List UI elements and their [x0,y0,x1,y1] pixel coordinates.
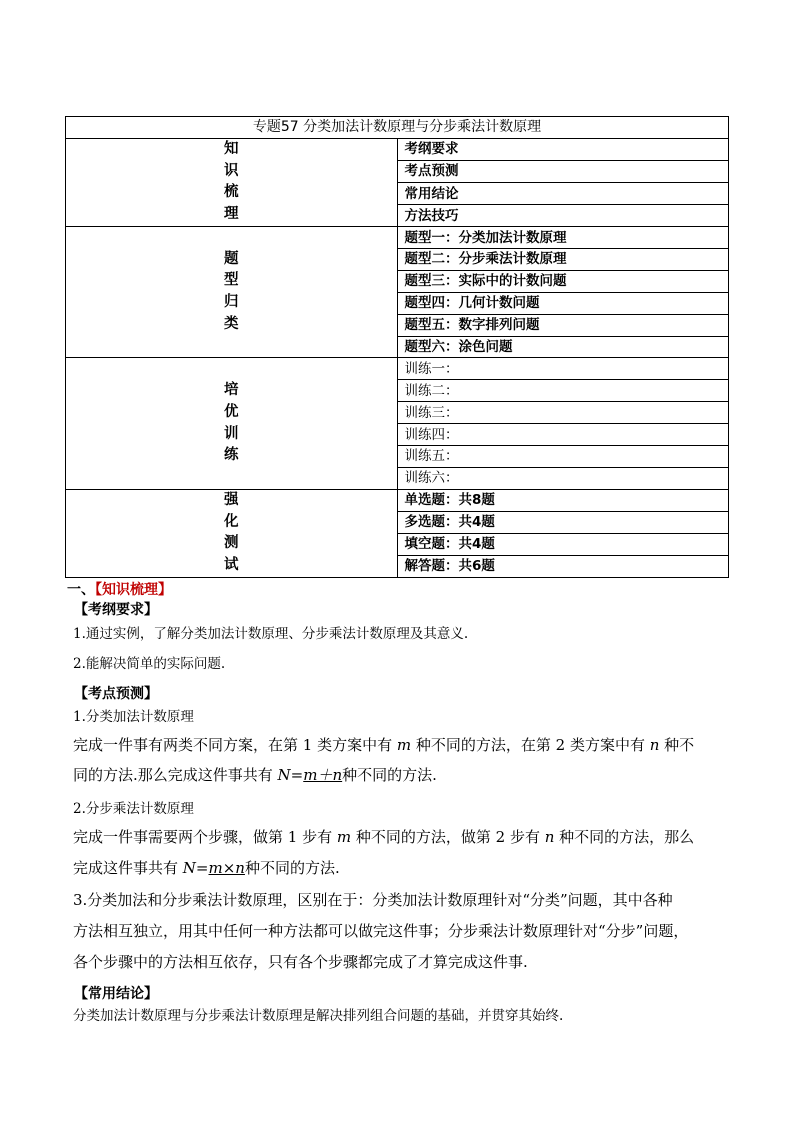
table-row [66,227,729,249]
table-item: 题型一：分类加法计数原理 [397,227,729,249]
table-item: 题型二：分步乘法计数原理 [397,248,729,270]
forecast-p3-line: 方法相互独立，用其中任何一种方法都可以做完这件事；分步乘法计数原理针对“分步”问题， [73,922,689,940]
category-question-types: 题 型 归 类 [66,227,398,358]
forecast-p1-title: 1.分类加法计数原理 [73,709,194,725]
table-item: 单选题：共8题 [397,489,729,511]
section-heading: 一、【知识梳理】 [67,582,172,598]
addition-formula: m＋n [303,766,343,784]
table-item: 题型四：几何计数问题 [397,292,729,314]
table-row [66,138,729,160]
forecast-p2-line1: 完成一件事需要两个步骤，做第 1 步有 m 种不同的方法，做第 2 步有 n 种不同的方法，那么 [73,828,695,846]
category-knowledge: 知 识 梳 理 [66,138,398,226]
forecast-p2-line2: 完成这件事共有 N=m×n种不同的方法. [73,859,340,877]
table-item: 多选题：共4题 [397,511,729,533]
table-item: 题型六：涂色问题 [397,336,729,358]
outline-heading: 【考纲要求】 [74,602,158,618]
table-row [66,358,729,380]
forecast-heading: 【考点预测】 [74,686,158,702]
table-item: 常用结论 [397,182,729,204]
forecast-p1-line1: 完成一件事有两类不同方案，在第 1 类方案中有 m 种不同的方法，在第 2 类方案中有 n 种不 [73,736,695,754]
category-training: 培 优 训 练 [66,358,398,489]
outline-line: 1.通过实例，了解分类加法计数原理、分步乘法计数原理及其意义. [73,626,469,642]
contents-table [65,116,729,578]
table-item: 解答题：共6题 [397,555,729,577]
table-title-row [66,117,729,139]
table-item: 考点预测 [397,160,729,182]
multiplication-formula: m×n [208,859,245,877]
table-item: 训练六： [397,467,729,489]
forecast-p2-title: 2.分步乘法计数原理 [73,801,194,817]
table-item: 考纲要求 [397,138,729,160]
table-item: 方法技巧 [397,205,729,227]
table-item: 训练二： [397,380,729,402]
table-item: 题型三：实际中的计数问题 [397,270,729,292]
forecast-p1-line2: 同的方法.那么完成这件事共有 N=m＋n种不同的方法. [73,766,437,784]
category-test: 强 化 测 试 [66,489,398,577]
table-item: 训练四： [397,424,729,446]
conclusion-line: 分类加法计数原理与分步乘法计数原理是解决排列组合问题的基础，并贯穿其始终. [73,1008,564,1024]
outline-line: 2.能解决简单的实际问题. [73,656,226,672]
forecast-p3-line: 各个步骤中的方法相互依存，只有各个步骤都完成了才算完成这件事. [73,953,528,971]
table-row [66,489,729,511]
forecast-p3-line: 3.分类加法和分步乘法计数原理，区别在于：分类加法计数原理针对“分类”问题，其中各种 [73,891,673,909]
table-item: 训练三： [397,402,729,424]
table-title: 专题57 分类加法计数原理与分步乘法计数原理 [66,117,729,139]
table-item: 训练五： [397,445,729,467]
table-item: 题型五：数字排列问题 [397,314,729,336]
table-item: 填空题：共4题 [397,533,729,555]
table-item: 训练一： [397,358,729,380]
conclusion-heading: 【常用结论】 [74,986,158,1002]
